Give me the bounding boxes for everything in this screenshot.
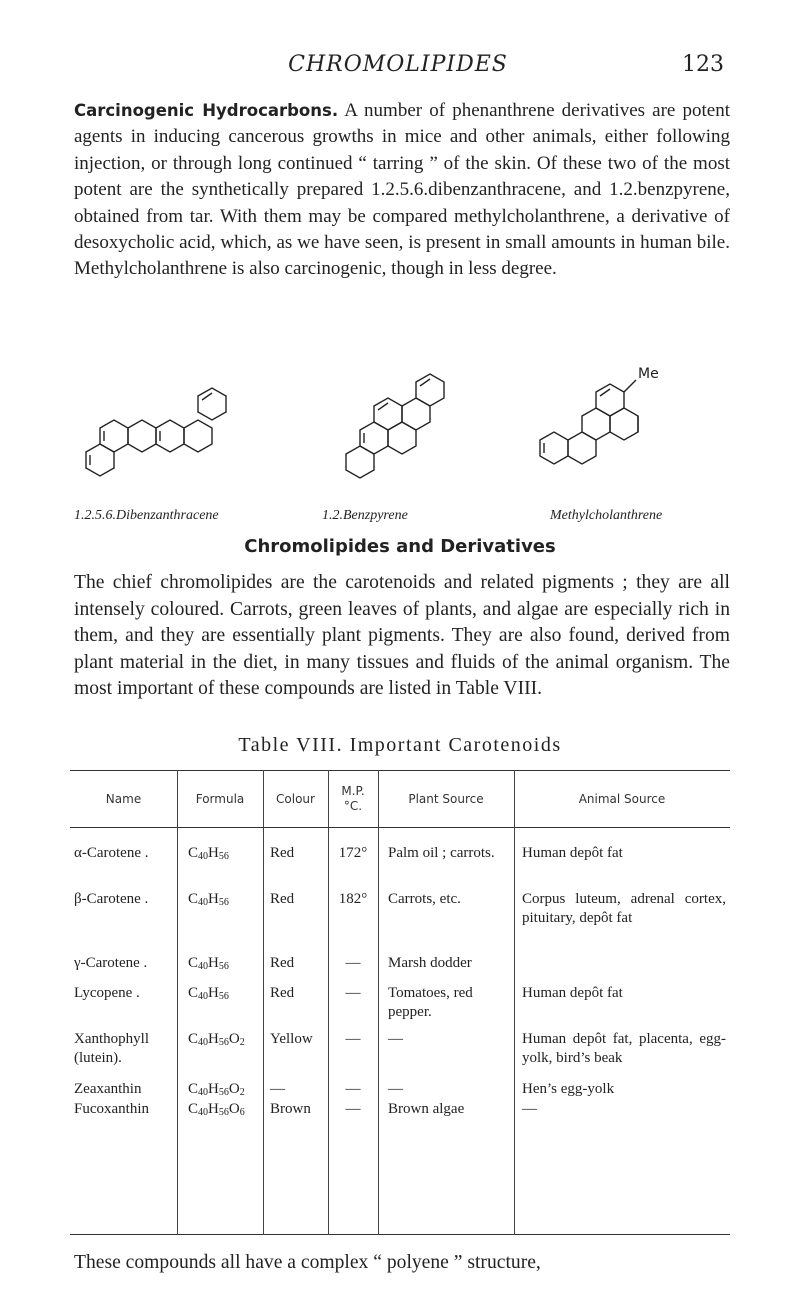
formula-part: H [208,845,219,861]
carotenoid-table [70,770,730,1235]
caption-name: Benzpyrene [343,508,408,523]
cell-formula [188,954,263,976]
caption-prefix: 1.2.5.6. [74,508,116,523]
formula-part: 40 [198,1087,209,1098]
formula-part: 40 [198,1037,209,1048]
cell-mp: 172° [338,845,368,861]
formula-part: 56 [218,897,229,908]
cell-name: Fucoxanthin [74,1101,149,1117]
running-head [72,52,724,82]
cell-colour: Red [270,985,295,1001]
cell-formula [188,1030,263,1052]
cell-colour: Red [270,891,295,907]
formula-part: 56 [218,851,229,862]
benzpyrene-structure [346,374,444,478]
cell-mp: — [345,1081,361,1097]
cell-colour: Red [270,955,295,971]
formula-part: O [228,1031,240,1047]
closing-line: These compounds all have a complex “ polyene ” structure, [74,1252,541,1273]
cell-colour: Brown [270,1101,311,1117]
formula-part: C [188,985,199,1001]
formula-part: C [188,891,199,907]
intro-paragraph [74,98,730,283]
header-animal-source: Animal Source [578,792,666,806]
column-divider [177,770,178,1235]
caption-prefix: 1.2. [322,508,343,523]
formula-part: H [208,985,219,1001]
cell-plant: — [388,1031,403,1047]
cell-mp: 182° [338,891,368,907]
cell-plant: Palm oil ; carrots. [388,845,495,861]
intro-lead: Carcinogenic Hydrocarbons. [74,101,339,120]
cell-name: β-Carotene . [74,891,149,907]
cell-animal: Human depôt fat, placenta, egg-yolk, bird’s beak [522,1031,726,1066]
table-header-rule [70,827,730,828]
dibenzanthracene-caption [74,508,219,524]
formula-part: 2 [239,1087,245,1098]
cell-animal: Corpus luteum, adrenal cortex, pituitary, depôt fat [522,891,726,926]
cell-animal: Human depôt fat [522,845,623,861]
cell-name: γ-Carotene . [74,955,148,971]
formula-part: C [188,845,199,861]
header-plant-source: Plant Source [408,792,484,806]
cell-formula [188,1080,263,1102]
formula-part: 40 [198,991,209,1002]
cell-formula [188,844,263,866]
formula-part: 40 [198,1107,209,1118]
formula-part: 56 [218,991,229,1002]
formula-part: H [208,1031,219,1047]
table-bottom-rule [70,1234,730,1235]
intro-body: A number of phenanthrene derivatives are potent agents in inducing cancerous growths in mice and other animals, either following injection, or through long continued “ tarring ” of the skin. Of these two of the most potent are the synthetically prepared 1.2.5.6.dibenzanthracene, and 1.2.benzpyrene, obtained from tar. With them may be compared methylcholanthrene, a derivative of desoxycholic acid, which, as we have seen, is present in small amounts in human bile. Methylcholanthrene is also carcinogenic, though in less degree. [74,100,731,280]
table-top-rule [70,770,730,771]
dibenzanthracene-structure [86,388,226,476]
formula-part: H [208,955,219,971]
running-title: CHROMOLIPIDES [288,52,508,77]
formula-part: O [228,1101,240,1117]
methylcholanthrene-structure [540,380,638,464]
formula-part: H [208,1101,219,1117]
formula-part: C [188,1081,199,1097]
formula-part: 56 [218,1037,229,1048]
cell-mp: — [345,1031,361,1047]
formula-part: C [188,955,199,971]
cell-name: α-Carotene . [74,845,149,861]
formula-part: O [228,1081,240,1097]
formula-part: C [188,1101,199,1117]
structure-figures [70,360,730,523]
cell-plant: Tomatoes, red pepper. [388,985,473,1020]
formula-part: 40 [198,897,209,908]
cell-colour: Red [270,845,295,861]
formula-part: 40 [198,851,209,862]
cell-name: Lycopene . [74,985,140,1001]
formula-part: H [208,1081,219,1097]
formula-part: 2 [239,1037,245,1048]
structure-drawings [70,360,730,510]
cell-formula [188,890,263,912]
formula-part: 6 [239,1107,245,1118]
formula-part: H [208,891,219,907]
cell-plant: Brown algae [388,1101,465,1117]
header-name: Name [105,792,142,806]
formula-part: 56 [218,1087,229,1098]
cell-name: Zeaxanthin [74,1081,142,1097]
cell-formula [188,984,263,1006]
table-caption: Table VIII. Important Carotenoids [238,734,562,756]
header-formula: Formula [195,792,245,806]
cell-animal: Human depôt fat [522,985,623,1001]
section-title: Chromolipides and Derivatives [244,536,556,557]
cell-mp: — [345,985,361,1001]
cell-animal: — [522,1101,537,1117]
cell-formula [188,1100,263,1122]
benzpyrene-caption [322,508,408,524]
methylcholanthrene-caption [550,508,662,524]
column-divider [378,770,379,1235]
column-divider [263,770,264,1235]
cell-mp: — [345,1101,361,1117]
page-number: 123 [682,52,724,77]
cell-colour: — [270,1081,285,1097]
caption-name: Dibenzanthracene [116,508,219,523]
methyl-label: Me [638,366,659,382]
caption-name: Methylcholanthrene [550,508,663,523]
cell-plant: Carrots, etc. [388,891,461,907]
cell-mp: — [345,955,361,971]
section-paragraph: The chief chromolipides are the carotenoids and related pigments ; they are all intensely coloured. Carrots, green leaves of plants, and algae are especially rich in them, and they are essentially plant pigments. They are also found, derived from plant material in the diet, in many tissues and fluids of the animal organism. The most important of these compounds are listed in Table VIII. [74,572,730,700]
cell-colour: Yellow [270,1031,313,1047]
header-colour: Colour [276,792,315,806]
formula-part: C [188,1031,199,1047]
cell-name: Xanthophyll (lutein). [74,1031,149,1066]
cell-plant: — [388,1081,403,1097]
header-mp-unit: °C. [343,799,363,813]
header-mp: M.P. [341,784,365,798]
cell-plant: Marsh dodder [388,955,472,971]
cell-animal: Hen’s egg-yolk [522,1081,615,1097]
formula-part: 56 [218,1107,229,1118]
formula-part: 56 [218,961,229,972]
formula-part: 40 [198,961,209,972]
column-divider [514,770,515,1235]
